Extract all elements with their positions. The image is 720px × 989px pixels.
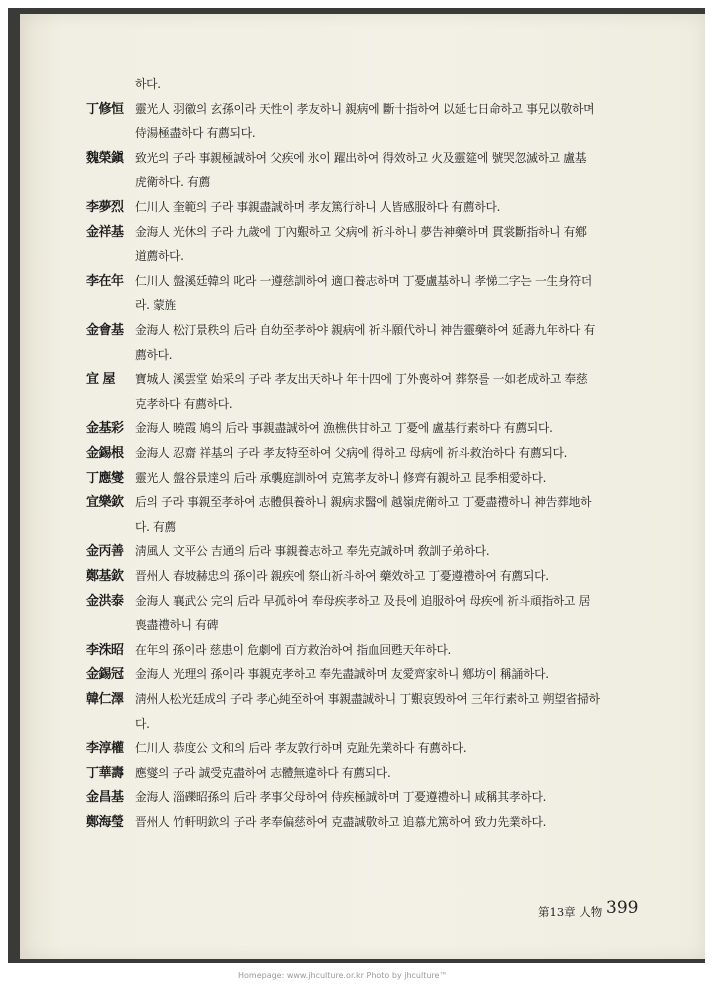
page-number: 399 — [606, 898, 639, 918]
biography-line: 在年의 孫이라 慈患이 危劇에 百方救治하여 指血回甦天年하다. — [135, 642, 452, 657]
biography-line: 仁川人 盤溪廷韓의 叱라 一遵慈訓하여 適口養志하며 丁憂盧基하니 孝悌二字는 一生身符더 — [135, 273, 593, 288]
biography-line: 致光의 子라 事親極誠하여 父疾에 氷이 躍出하여 得效하고 火及靈筵에 號哭忽滅하고 盧基 — [135, 150, 587, 165]
person-name: 金基彩 — [86, 421, 124, 437]
biography-line: 寶城人 溪雲堂 始采의 子라 孝友出天하나 年十四에 丁外喪하여 葬祭를 一如老成하고 奉慈 — [135, 372, 588, 387]
biography-line: 薦하다. — [135, 347, 173, 362]
person-name: 金錫冠 — [86, 667, 124, 683]
biography-line: 晋州人 春坡赫忠의 孫이라 親疾에 祭山祈斗하여 藥效하고 丁憂遵禮하여 有薦되다. — [135, 569, 549, 583]
person-name: 李淳權 — [86, 741, 124, 757]
chapter-label: 第13章 人物 — [538, 905, 603, 919]
biography-line: 金海人 曉霞 鳩의 后라 事親盡誠하여 漁樵供甘하고 丁憂에 盧基行素하다 有薦되다. — [135, 421, 553, 436]
person-name: 宜樂欽 — [86, 495, 124, 511]
person-name: 金錫根 — [86, 446, 124, 461]
biography-line: 晋州人 竹軒明欽의 子라 孝奉偏慈하여 克盡誠敬하고 追慕尤篤하여 致力先業하다. — [135, 815, 547, 829]
biography-line: 應燮의 子라 誠受克盡하여 志體無違하다 有薦되다. — [135, 765, 391, 780]
biography-line: 다. 有薦 — [135, 519, 176, 534]
person-name: 魏榮鎭 — [86, 150, 124, 166]
biography-line: 金海人 光理의 孫이라 事親克孝하고 奉先盡誠하며 友愛齊家하니 鄕坊이 稱誦하다. — [135, 667, 549, 682]
person-name: 李洙昭 — [86, 642, 124, 658]
person-name: 韓仁澤 — [86, 692, 124, 707]
watermark-text: Homepage: www.jhculture.or.kr Photo by jhculture™ — [238, 971, 448, 980]
biography-line: 后의 子라 事親至孝하여 志體俱養하니 親病求醫에 越嶺虎衛하고 丁憂盡禮하니 神告葬地하 — [135, 495, 592, 510]
biography-line: 克孝하다 有薦하다. — [135, 396, 233, 411]
biography-line: 淸州人松光廷成의 子라 孝心純至하여 事親盡誠하니 丁艱哀毁하여 三年行素하고 朔望省掃하 — [135, 692, 600, 706]
person-name: 丁華壽 — [86, 765, 124, 781]
biography-line: 하다. — [135, 77, 161, 91]
person-name: 金會基 — [86, 323, 124, 338]
biography-line: 道薦하다. — [135, 249, 184, 264]
biography-line: 金海人 松汀景秩의 后라 自幼至孝하야 親病에 祈斗願代하니 神告靈藥하여 延壽九年하다 有 — [135, 323, 596, 337]
biography-line: 仁川人 恭度公 文和의 后라 孝友敦行하며 克趾先業하다 有薦하다. — [135, 741, 467, 756]
person-name: 鄭海瑩 — [86, 815, 124, 830]
biography-line: 仁川人 奎範의 子라 事親盡誠하며 孝友篤行하니 人皆感服하다 有薦하다. — [135, 200, 501, 214]
person-name: 宜 屋 — [86, 372, 116, 388]
person-name: 金昌基 — [86, 790, 124, 806]
biography-line: 金海人 襄武公 完의 后라 早孤하여 奉母疾孝하고 及長에 追服하여 母疾에 祈斗頑指하고 居 — [135, 593, 591, 608]
person-name: 李在年 — [86, 273, 124, 289]
biography-line: 靈光人 羽徽의 玄孫이라 天性이 孝友하니 親病에 斷十指하여 以延七日命하고 事兄以敬하며 — [135, 101, 595, 116]
biography-line: 金海人 光休의 子라 九歲에 丁內艱하고 父病에 祈斗하니 夢告神藥하며 貫裳斷指하니 有鄕 — [135, 224, 587, 239]
biography-line: 淸風人 文平公 吉通의 后라 事親養志하고 奉先克誠하며 敎訓子弟하다. — [135, 544, 490, 559]
person-name: 李夢烈 — [86, 200, 124, 215]
person-name: 丁修恒 — [86, 101, 124, 117]
biography-line: 靈光人 盤谷景達의 后라 承襲庭訓하여 克篤孝友하니 修齊有親하고 昆季相愛하다. — [135, 470, 547, 485]
biography-line: 虎衛하다. 有薦 — [135, 175, 211, 190]
biography-line: 金海人 忍齋 祥基의 子라 孝友特至하여 父病에 得하고 母病에 祈斗救治하다 有薦되다. — [135, 446, 568, 460]
person-name: 丁應燮 — [86, 470, 124, 486]
person-name: 金祥基 — [86, 224, 124, 240]
person-name: 金洪泰 — [86, 593, 124, 609]
biography-line: 金海人 淄礫昭孫의 后라 孝事父母하여 侍疾極誠하며 丁憂遵禮하니 咸稱其孝하다. — [135, 790, 547, 805]
person-name: 金丙善 — [86, 544, 124, 560]
biography-line: 侍湯極盡하다 有薦되다. — [135, 126, 256, 141]
person-name: 鄭基欽 — [86, 569, 124, 584]
biography-line: 다. — [135, 716, 150, 731]
biography-line: 喪盡禮하니 有碑 — [135, 618, 219, 633]
biography-line: 라. 蒙旌 — [135, 298, 176, 313]
